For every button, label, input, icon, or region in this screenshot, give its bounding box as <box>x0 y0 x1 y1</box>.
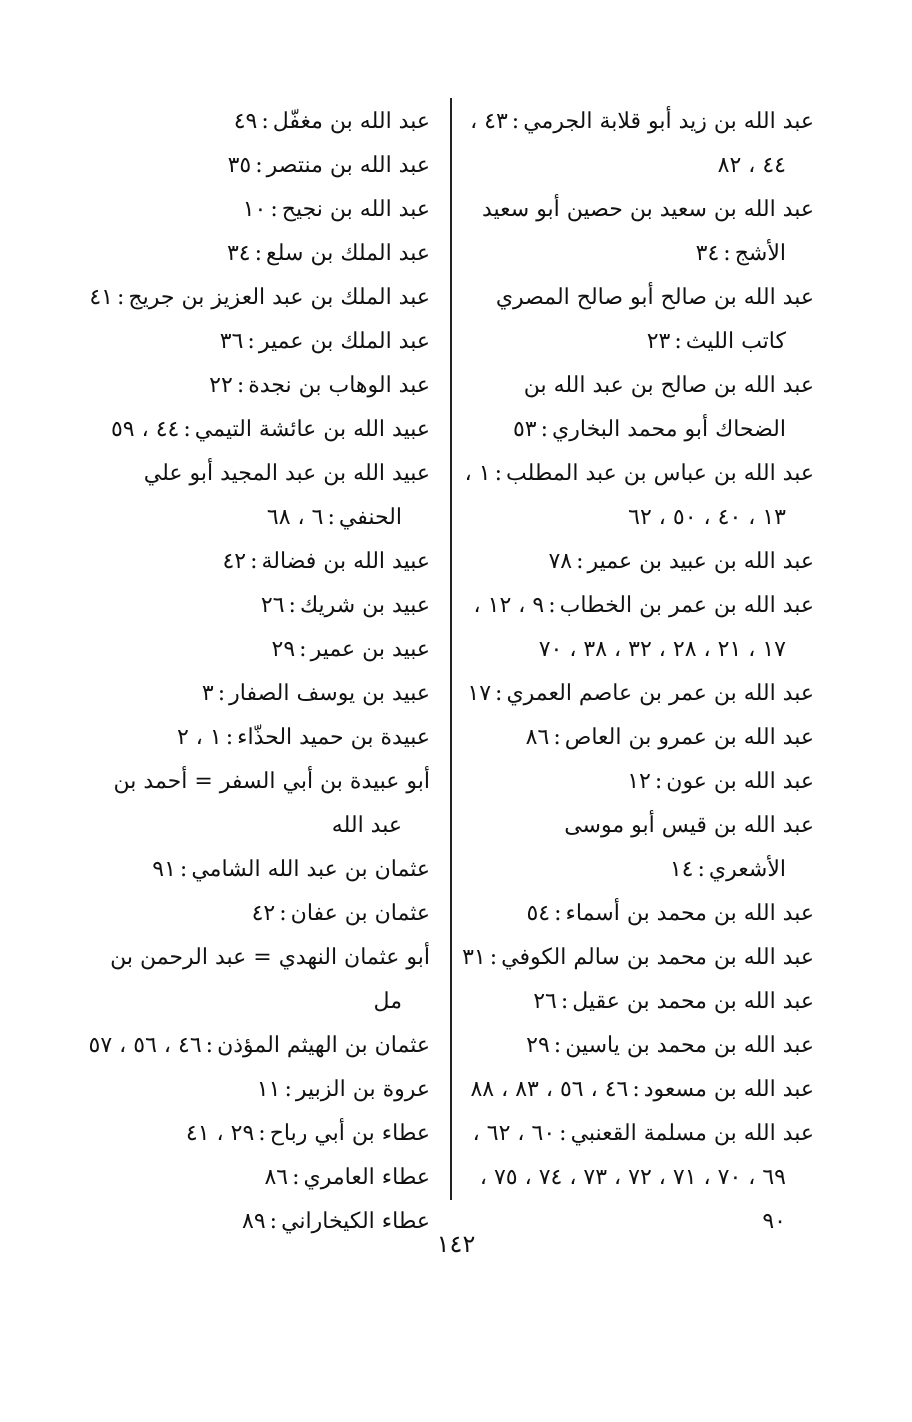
entry-name: عبد الوهاب بن نجدة <box>248 373 430 398</box>
entry-page-refs: ٤٦ ، ٥٦ ، ٨٣ ، ٨٨ <box>470 1077 629 1102</box>
entry-name: عبد الله بن محمد بن عقيل <box>572 989 814 1014</box>
index-entry <box>80 100 430 144</box>
index-entry <box>458 1068 814 1112</box>
entry-separator: : <box>299 637 307 662</box>
entry-separator: : <box>205 1033 214 1058</box>
entry-separator: : <box>548 593 556 618</box>
index-entry <box>80 892 430 936</box>
index-entry <box>80 672 430 716</box>
index-entry <box>80 1068 430 1112</box>
index-entry <box>80 144 430 188</box>
index-entry <box>80 628 430 672</box>
entry-name: عبيد بن عمير <box>310 637 430 662</box>
entry-separator: : <box>225 725 234 750</box>
entry-name: عبد الملك بن عبد العزيز بن جريج <box>128 285 430 310</box>
entry-separator: : <box>489 945 498 970</box>
entry-page-refs: ٢٦ <box>260 593 285 618</box>
entry-name: أبو عبيدة بن أبي السفر = أحمد بن عبد الله <box>113 769 430 838</box>
entry-separator: : <box>576 549 584 574</box>
index-entry <box>458 188 814 276</box>
entry-separator: : <box>559 1121 567 1146</box>
index-entry <box>80 936 430 1024</box>
entry-name: عثمان بن عفان <box>290 901 430 926</box>
entry-page-refs: ٢٣ <box>646 329 671 354</box>
entry-page-refs: ٥٣ <box>512 417 537 442</box>
entry-name: عثمان بن عبد الله الشامي <box>191 857 430 882</box>
entry-separator: : <box>654 769 663 794</box>
entry-name: عبيدة بن حميد الحذّاء <box>237 725 430 750</box>
entry-name: عبيد الله بن عبد المجيد أبو علي الحنفي <box>143 461 430 530</box>
entry-separator: : <box>254 241 263 266</box>
entry-page-refs: ١٠ <box>242 197 267 222</box>
entry-name: عبد الله بن مسلمة القعنبي <box>570 1121 814 1146</box>
entry-separator: : <box>674 329 682 354</box>
page-number: ١٤٢ <box>436 1230 476 1258</box>
entry-page-refs: ٤٢ <box>251 901 276 926</box>
entry-page-refs: ٤٤ ، ٥٩ <box>110 417 180 442</box>
index-entry <box>458 936 814 980</box>
entry-separator: : <box>279 901 287 926</box>
index-entry <box>80 1156 430 1200</box>
entry-page-refs: ٣١ <box>462 945 486 970</box>
entry-page-refs: ١٧ <box>467 681 492 706</box>
index-entry <box>458 1112 814 1244</box>
entry-separator: : <box>179 857 188 882</box>
entry-name: عبد الملك بن عمير <box>258 329 430 354</box>
entry-name: عبد الله بن محمد بن أسماء <box>565 901 814 926</box>
entry-name: عثمان بن الهيثم المؤذن <box>217 1033 430 1058</box>
index-entry <box>80 232 430 276</box>
entry-name: عبد الله بن عمرو بن العاص <box>564 725 814 750</box>
entry-page-refs: ٨٦ <box>525 725 550 750</box>
entry-name: عبيد بن شريك <box>299 593 430 618</box>
index-column-left <box>80 100 430 1244</box>
index-entry <box>458 452 814 540</box>
entry-separator: : <box>270 197 278 222</box>
entry-page-refs: ٢٢ <box>209 373 233 398</box>
entry-name: عبد الله بن زيد أبو قلابة الجرمي <box>523 109 814 134</box>
index-entry <box>458 276 814 364</box>
index-entry <box>458 540 814 584</box>
entry-name: أبو عثمان النهدي = عبد الرحمن بن مل <box>110 945 430 1014</box>
entry-page-refs: ٩١ <box>152 857 176 882</box>
entry-page-refs: ٢٦ <box>533 989 557 1014</box>
entry-separator: : <box>292 1165 300 1190</box>
entry-separator: : <box>284 1077 292 1102</box>
entry-separator: : <box>697 857 705 882</box>
entry-name: عبد الله بن محمد بن ياسين <box>565 1033 814 1058</box>
entry-page-refs: ٣٤ <box>226 241 251 266</box>
entry-separator: : <box>255 153 263 178</box>
entry-separator: : <box>553 1033 562 1058</box>
entry-name: عبد الله بن مسعود <box>643 1077 814 1102</box>
entry-separator: : <box>560 989 569 1014</box>
index-entry <box>458 980 814 1024</box>
entry-name: عبد الله بن قيس أبو موسى الأشعري <box>564 813 814 882</box>
entry-page-refs: ٨٩ <box>242 1209 266 1234</box>
entry-page-refs: ٦ ، ٦٨ <box>266 505 324 530</box>
entry-name: عروة بن الزبير <box>295 1077 430 1102</box>
entry-name: عبيد الله بن عائشة التيمي <box>194 417 430 442</box>
entry-separator: : <box>554 901 562 926</box>
entry-separator: : <box>269 1209 278 1234</box>
entry-separator: : <box>632 1077 640 1102</box>
index-entry <box>458 716 814 760</box>
index-entry <box>80 276 430 320</box>
index-entry <box>80 1112 430 1156</box>
entry-page-refs: ٣٦ <box>219 329 244 354</box>
entry-separator: : <box>288 593 296 618</box>
entry-separator: : <box>553 725 561 750</box>
entry-page-refs: ٢٩ ، ٤١ <box>185 1121 255 1146</box>
entry-separator: : <box>236 373 245 398</box>
index-entry <box>458 364 814 452</box>
entry-page-refs: ٣ <box>201 681 214 706</box>
entry-name: عطاء العامري <box>303 1165 430 1190</box>
entry-page-refs: ٣٤ <box>695 241 720 266</box>
index-entry <box>80 320 430 364</box>
entry-page-refs: ٨٦ <box>264 1165 289 1190</box>
entry-page-refs: ٤١ <box>89 285 113 310</box>
entry-page-refs: ٦٠ ، ٦٢ ، ٦٩ ، ٧٠ ، ٧١ ، ٧٢ ، ٧٣ ، ٧٤ ، ٧٥ ، ٩٠ <box>472 1121 786 1234</box>
entry-name: عبد الله بن عمر بن الخطاب <box>559 593 814 618</box>
entry-page-refs: ٢٩ <box>526 1033 550 1058</box>
entry-page-refs: ١ ، ٢ <box>176 725 222 750</box>
entry-separator: : <box>495 681 503 706</box>
entry-page-refs: ٤٣ ، ٤٤ ، ٨٢ <box>470 109 786 178</box>
index-entry <box>458 760 814 804</box>
index-entry <box>80 848 430 892</box>
entry-separator: : <box>494 461 502 486</box>
column-divider <box>450 98 452 1200</box>
entry-page-refs: ٥٤ <box>526 901 551 926</box>
index-entry <box>458 672 814 716</box>
entry-name: عبد الله بن صالح أبو صالح المصري كاتب الليث <box>495 285 814 354</box>
entry-name: عبد الله بن عمر بن عاصم العمري <box>506 681 814 706</box>
index-entry <box>458 804 814 892</box>
index-entry <box>80 1024 430 1068</box>
entry-separator: : <box>723 241 731 266</box>
entry-name: عطاء الكيخاراني <box>281 1209 430 1234</box>
index-entry <box>458 892 814 936</box>
entry-page-refs: ٧٨ <box>548 549 573 574</box>
index-entry <box>458 1024 814 1068</box>
entry-page-refs: ٢٩ <box>271 637 296 662</box>
entry-page-refs: ١٢ <box>627 769 651 794</box>
index-entry <box>80 584 430 628</box>
entry-name: عبيد الله بن فضالة <box>261 549 430 574</box>
index-entry <box>80 716 430 760</box>
index-entry <box>80 760 430 848</box>
entry-separator: : <box>327 505 335 530</box>
entry-name: عبد الله بن محمد بن سالم الكوفي <box>501 945 814 970</box>
entry-name: عبيد بن يوسف الصفار <box>229 681 430 706</box>
entry-name: عبد الله بن مغفّل <box>272 109 430 134</box>
entry-separator: : <box>261 109 269 134</box>
index-entry <box>80 540 430 584</box>
entry-separator: : <box>247 329 255 354</box>
entry-page-refs: ١٤ <box>669 857 694 882</box>
entry-page-refs: ٤٦ ، ٥٦ ، ٥٧ <box>88 1033 202 1058</box>
entry-name: عبد الله بن نجيح <box>281 197 430 222</box>
entry-name: عبد الله بن سعيد بن حصين أبو سعيد الأشج <box>481 197 814 266</box>
entry-name: عبد الله بن عباس بن عبد المطلب <box>505 461 814 486</box>
entry-page-refs: ٩ ، ١٢ ، ١٧ ، ٢١ ، ٢٨ ، ٣٢ ، ٣٨ ، ٧٠ <box>473 593 786 662</box>
entry-name: عطاء بن أبي رباح <box>269 1121 430 1146</box>
index-entry <box>80 452 430 540</box>
entry-page-refs: ١١ <box>256 1077 281 1102</box>
index-column-right <box>458 100 814 1244</box>
entry-separator: : <box>540 417 549 442</box>
entry-separator: : <box>217 681 226 706</box>
entry-separator: : <box>511 109 520 134</box>
index-entry <box>458 584 814 672</box>
entry-separator: : <box>250 549 258 574</box>
entry-separator: : <box>117 285 125 310</box>
index-entry <box>458 100 814 188</box>
entry-page-refs: ٣٥ <box>227 153 252 178</box>
entry-name: عبد الله بن عبيد بن عمير <box>587 549 814 574</box>
entry-page-refs: ٤٢ <box>222 549 247 574</box>
entry-page-refs: ١ ، ١٣ ، ٤٠ ، ٥٠ ، ٦٢ <box>464 461 786 530</box>
entry-page-refs: ٤٩ <box>233 109 258 134</box>
index-entry <box>80 364 430 408</box>
entry-name: عبد الله بن صالح بن عبد الله بن الضحاك أبو محمد البخاري <box>523 373 814 442</box>
index-entry <box>80 188 430 232</box>
entry-name: عبد الملك بن سلع <box>266 241 430 266</box>
entry-separator: : <box>183 417 191 442</box>
entry-name: عبد الله بن منتصر <box>266 153 430 178</box>
entry-separator: : <box>258 1121 266 1146</box>
index-entry <box>80 408 430 452</box>
entry-name: عبد الله بن عون <box>666 769 814 794</box>
